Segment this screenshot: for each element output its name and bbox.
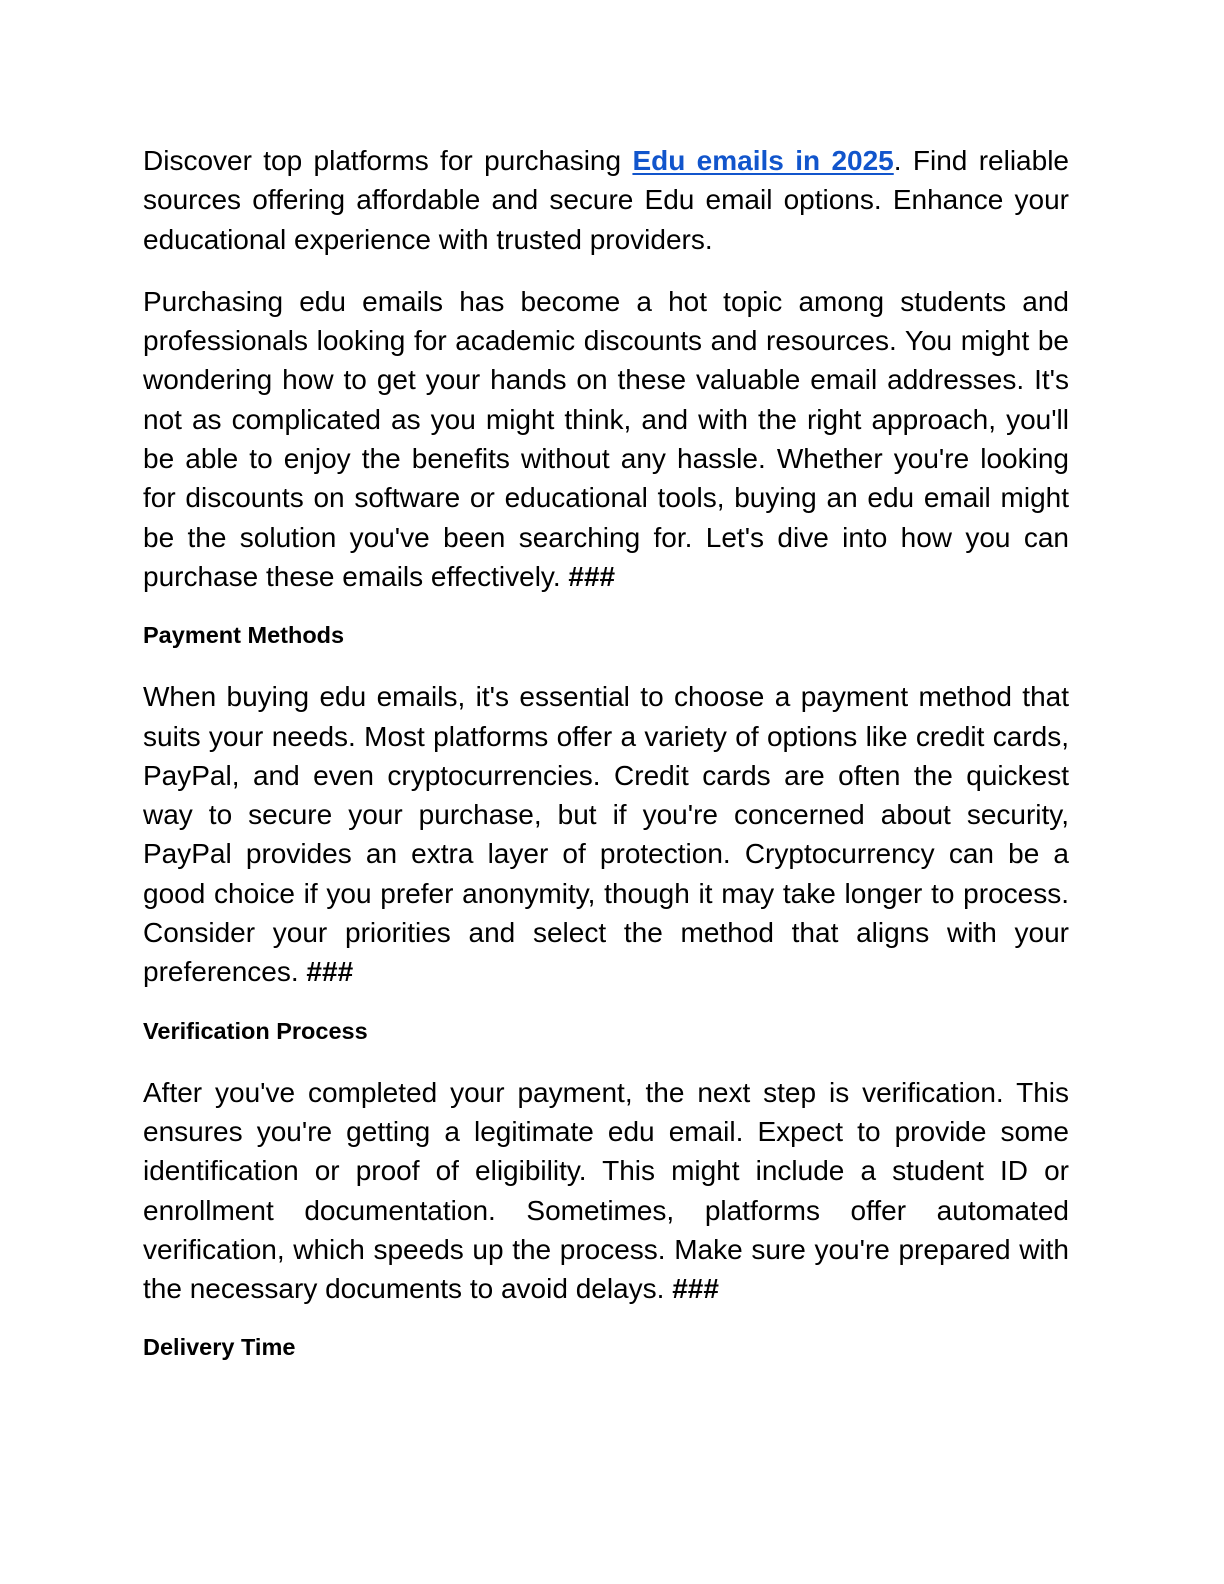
verification-process-paragraph bbox=[143, 1073, 1069, 1309]
overview-paragraph bbox=[143, 282, 1069, 596]
section-marker: ### bbox=[568, 560, 616, 592]
verification-process-text: After you've completed your payment, the next step is verification. This ensures you're getting a legitimate edu email. Expect to provide some identification or proof of eligibility. This might include a student ID or enrollment documentation. Sometimes, platforms offer automated verification, which speeds up the process. Make sure you're prepared with the necessary documents to avoid delays. bbox=[143, 1076, 1069, 1305]
intro-text-after-link: . Find reliable sources offering affordable and secure Edu email options. Enhance your educational experience with trusted providers. bbox=[143, 145, 1069, 255]
payment-methods-heading: Payment Methods bbox=[143, 622, 345, 649]
intro-paragraph bbox=[143, 141, 1069, 259]
delivery-time-heading: Delivery Time bbox=[143, 1334, 296, 1361]
section-marker: ### bbox=[672, 1273, 719, 1305]
overview-text: Purchasing edu emails has become a hot topic among students and professionals looking for academic discounts and resources. You might be wondering how to get your hands on these valuable email addresses. It's not as complicated as you might think, and with the right approach, you'll be able to enjoy the benefits without any hassle. Whether you're looking for discounts on software or educational tools, buying an edu email might be the solution you've been searching for. Let's dive into how you can purchase these emails effectively. bbox=[143, 285, 1069, 592]
payment-methods-text: When buying edu emails, it's essential to choose a payment method that suits your needs. Most platforms offer a variety of options like credit cards, PayPal, and even cryptocurrencies. Credit cards are often the quickest way to secure your purchase, but if you're concerned about security, PayPal provides an extra layer of protection. Cryptocurrency can be a good choice if you prefer anonymity, though it may take longer to process. Consider your priorities and select the method that aligns with your preferences. bbox=[143, 681, 1069, 988]
section-marker: ### bbox=[306, 956, 354, 988]
document-page bbox=[143, 141, 1069, 1362]
edu-emails-2025-link[interactable]: Edu emails in 2025 bbox=[632, 145, 894, 176]
verification-process-heading: Verification Process bbox=[143, 1017, 368, 1044]
intro-text-before-link: Discover top platforms for purchasing bbox=[143, 145, 633, 176]
payment-methods-paragraph bbox=[143, 677, 1069, 991]
